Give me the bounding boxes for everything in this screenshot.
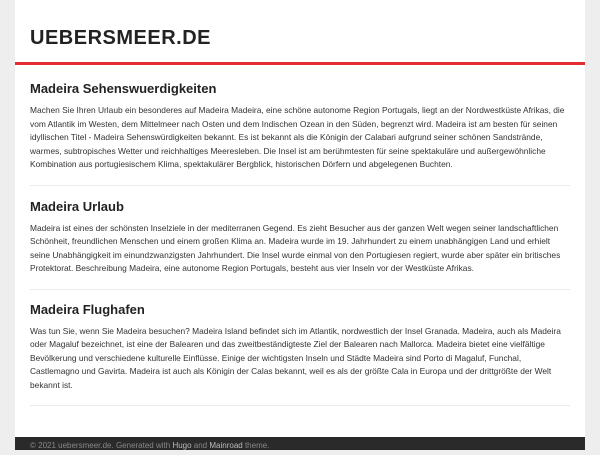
footer-copyright: © 2021 uebersmeer.de. Generated with (30, 441, 173, 450)
site-footer (15, 437, 585, 450)
mainroad-link[interactable]: Mainroad (209, 441, 243, 450)
post-item (30, 186, 570, 290)
post-title-link[interactable]: Madeira Sehenswuerdigkeiten (30, 81, 217, 96)
main-content (30, 65, 570, 406)
post-item (30, 65, 570, 186)
post-title-link[interactable]: Madeira Urlaub (30, 198, 124, 214)
hugo-link[interactable]: Hugo (172, 441, 192, 450)
footer-text (15, 437, 585, 455)
post-summary: Machen Sie Ihren Urlaub ein besonderes auf Madeira Madeira, eine schöne autonome Region Portugals, liegt an der Nordwestküste Afrikas, die vom Atlantik im Westen, dem Mittelmeer nach Osten und dem Indischen Ozean in den Süden, begrenzt wird. Madeira ist am besten für seinen idyllischen Titel - Madeira Sehenswürdigkeiten bekannt. Es ist bekannt als die Königin der Calabari aufgrund seiner schönen Sandstrände, warmes, subtropisches Wetter und reichhaltiges Meeresleben. Die Insel ist am berühmtesten für seine spektakuläre und außergewöhnliche Kombination aus portugiesischem Klima, spektakulärer Bergblick, historischen Dörfern und abgelegenen Buchten. (30, 105, 565, 169)
site-header (15, 0, 585, 62)
site-logo-link[interactable]: UEBERSMEER.DE (30, 27, 211, 49)
page-wrapper (15, 0, 585, 450)
footer-suffix: theme. (242, 441, 270, 450)
post-item (30, 290, 570, 407)
post-summary: Was tun Sie, wenn Sie Madeira besuchen? Madeira Island befindet sich im Atlantik, nordwestlich der Insel Granada. Madeira, auch als Madeira oder Magaluf bezeichnet, ist eine der Balearen und das zweitbeständigteste Ziel der Balearen nach Mallorca. Madeira bietet eine vielfältige Bevölkerung und verschiedene kulturelle Einflüsse. Einige der wichtigsten Inseln und Städte Madeira sind Porto di Magaluf, Funchal, Castlemagno und Gavirta. Madeira ist auch als Königin der Calas bekannt, weil es als der größte Cala in Europa und der drittgrößte der Welt bekannt ist. (30, 325, 561, 390)
post-summary: Madeira ist eines der schönsten Inselziele in der mediterranen Gegend. Es zieht Besucher aus der ganzen Welt wegen seiner landschaftlichen Schönheit, freundlichen Menschen und einem großen Klima an. Madeira wurde im 19. Jahrhundert zu einem unabhängigen Land und erhielt seine Unabhängigkeit im einundzwanzigsten Jahrhundert. Die Insel wurde einmal von den Portugiesen regiert, wurde aber später ein britisches Protektorat. Beschreibung Madeira, eine autonome Region Portugals, besteht aus vier Inseln vor der Westküste Afrikas. (30, 222, 561, 273)
footer-and: and (191, 441, 210, 450)
post-title-link[interactable]: Madeira Flughafen (30, 301, 145, 317)
